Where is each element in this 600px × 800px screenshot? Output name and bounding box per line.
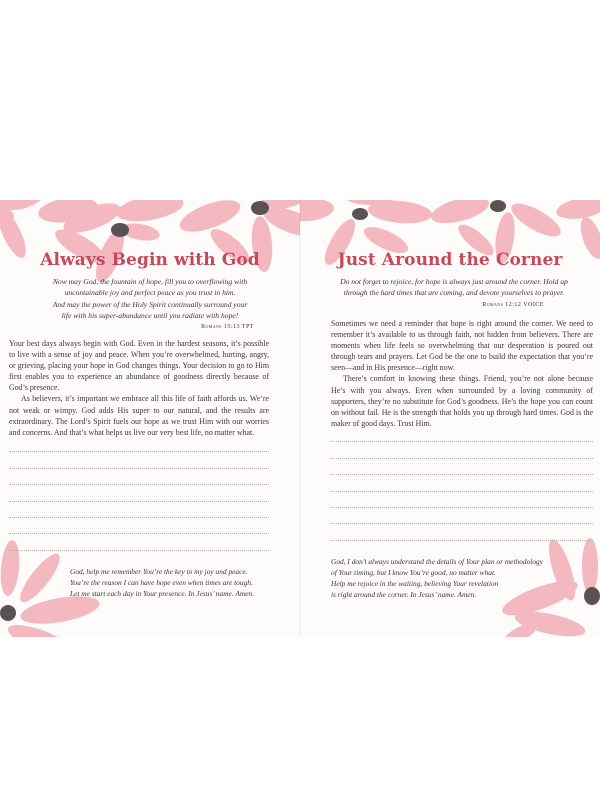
prayer-line: God, help me remember You’re the key to my joy and peace. xyxy=(70,567,248,576)
book-spread xyxy=(0,200,600,637)
verse-line: uncontainable joy and perfect peace as you trust in him. xyxy=(64,288,236,298)
prayer-line: Help me rejoice in the waiting, believing Your revelation xyxy=(331,579,499,588)
left-page xyxy=(0,200,300,637)
book-gutter xyxy=(299,200,301,637)
journal-lines[interactable] xyxy=(331,426,593,541)
verse-reference: Romans 12:12 VOICE xyxy=(482,300,544,308)
body-paragraph: As believers, it’s important we embrace all this life of faith affords us. We’re not weak or wimpy. God adds His super to our natural, and the results are extraordinary. The Lord’s Spirit fuels our hope as we trust Him with our worries and concerns. And that’s what helps us live our very best life, no matter what. xyxy=(9,394,269,437)
prayer xyxy=(331,556,566,600)
verse-line: life with his super-abundance until you radiate with hope! xyxy=(61,310,239,320)
prayer-line: Let me start each day in Your presence. In Jesus’ name. Amen. xyxy=(70,589,255,598)
verse-reference: Romans 15:13 TPT xyxy=(200,323,254,331)
page-title: Just Around the Corner xyxy=(337,250,563,270)
devotional-body xyxy=(9,338,269,438)
prayer-line: God, I don’t always understand the details of Your plan or methodology xyxy=(331,557,543,566)
verse-line: Do not forget to rejoice, for hope is always just around the corner. Hold up xyxy=(340,277,568,286)
devotional-body xyxy=(331,318,593,429)
verse-line: And may the power of the Holy Spirit continually surround your xyxy=(52,299,248,309)
verse-line: through the hard times that are coming, and devote yourselves to prayer. xyxy=(343,288,565,298)
verse-line: Now may God, the fountain of hope, fill you to overflowing with xyxy=(52,277,248,286)
journal-lines[interactable] xyxy=(9,436,269,551)
right-page xyxy=(300,200,600,637)
prayer xyxy=(70,566,295,599)
scripture-verse xyxy=(16,276,284,332)
body-paragraph: There’s comfort in knowing these things. Friend, you’re not alone because He’s with you always. Even when surrounded by a loving community of supporters, they’re no substitute for God’s goodness. He’s the hope you can count on without fail. He is the strength that holds you up through hard times. God is the maker of good days. Trust Him. xyxy=(331,374,593,428)
prayer-line: You’re the reason I can have hope even when times are tough. xyxy=(70,578,253,587)
body-paragraph: Sometimes we need a reminder that hope is right around the corner. We need to remember it’s available to us through faith, not hidden from believers. There are moments when life feels so overwhelming that our desperation is poured out through tears and prayers. Let God be the one to build the expectation that you’re seen—and in His presence—right now. xyxy=(331,319,593,373)
prayer-line: of Your timing, but I know You’re good, no matter what. xyxy=(331,568,496,577)
page-title: Always Begin with God xyxy=(40,250,260,270)
prayer-line: is right around the corner. In Jesus’ name. Amen. xyxy=(331,590,477,599)
scripture-verse xyxy=(322,276,586,310)
body-paragraph: Your best days always begin with God. Even in the hardest seasons, it’s possible to live with a sense of joy and peace. When you’re overwhelmed, hurting, angry, or grieving, placing your hope in God changes things. Your decision to go to Him first enables you to experience an abundance of goodness directly because of God’s presence. xyxy=(9,339,269,393)
